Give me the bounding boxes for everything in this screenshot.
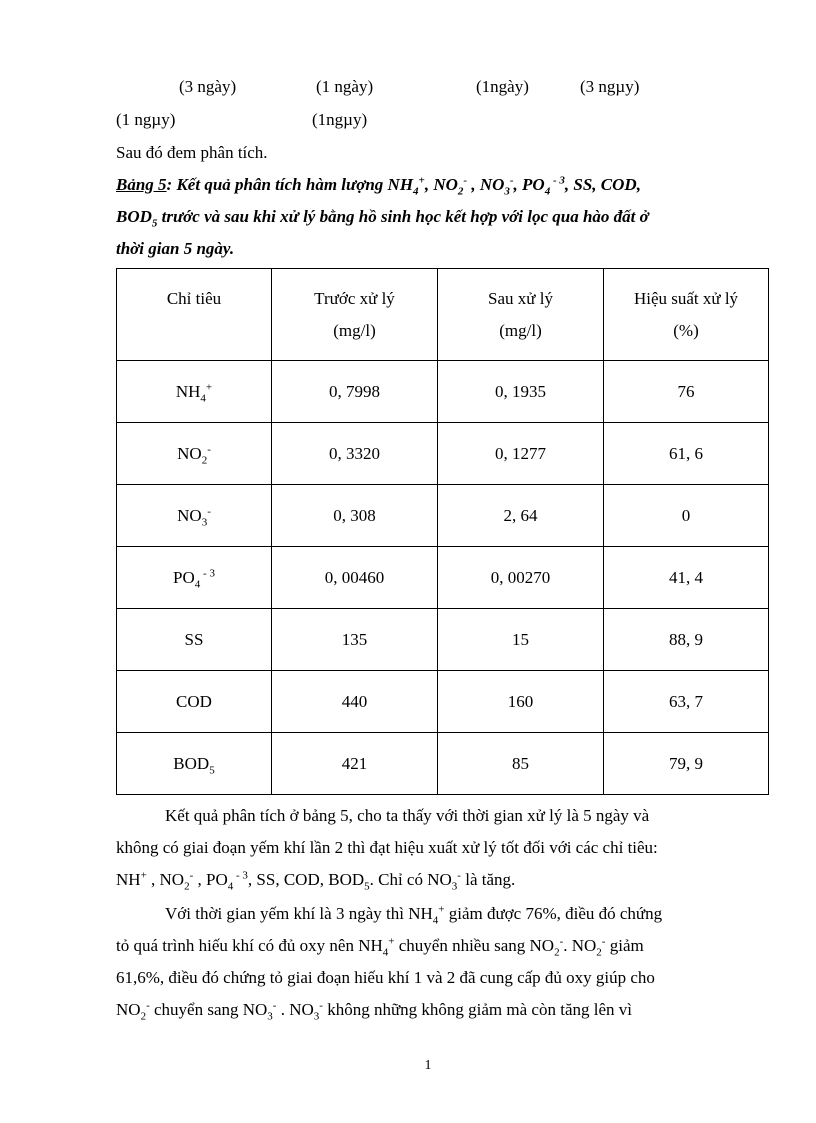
indicator-cell: $NH_4^+$ bbox=[117, 361, 272, 423]
header-after: Sau xử lý (mg/l) bbox=[438, 269, 604, 361]
indicator-cell: $NO_3^-$ bbox=[117, 485, 272, 547]
paragraph-1-line-2: không có giai đoạn yếm khí lần 2 thì đạt hiệu xuất xử lý tốt đối với các chỉ tiêu: bbox=[116, 838, 658, 857]
table-row bbox=[117, 671, 769, 733]
table-caption-label: Bảng 5 bbox=[116, 175, 167, 194]
before-cell: 0, 7998 bbox=[272, 361, 438, 423]
para-text: chuyển nhiều sang NO bbox=[394, 936, 555, 955]
para-text: . Chỉ có NO bbox=[369, 870, 452, 889]
table-row bbox=[117, 485, 769, 547]
para-text: chuyển sang NO bbox=[149, 1000, 268, 1019]
table-row bbox=[117, 733, 769, 795]
table-row bbox=[117, 547, 769, 609]
caption-text: trước và sau khi xử lý bằng hồ sinh học kết hợp với lọc qua hào đất ở bbox=[157, 207, 649, 226]
table-row bbox=[117, 423, 769, 485]
after-cell: 85 bbox=[438, 733, 604, 795]
before-cell: 135 bbox=[272, 609, 438, 671]
efficiency-cell: 0 bbox=[604, 485, 769, 547]
table-caption-line-1: Bảng 5: Kết quả phân tích hàm lượng $NH_4^+$, $NO_2^-$ , $NO_3^-$, $PO_4$ $^{- 3}$, SS, COD, bbox=[116, 174, 641, 198]
after-cell: 0, 00270 bbox=[438, 547, 604, 609]
para-text: , NO bbox=[146, 870, 185, 889]
para-text: giảm được 76%, điều đó chứng bbox=[444, 904, 663, 923]
duration-label-3: (1ngày) bbox=[476, 77, 529, 96]
efficiency-cell: 63, 7 bbox=[604, 671, 769, 733]
paragraph-2-line-1: Với thời gian yếm khí là 3 ngày thì $NH_4^+$ giảm được 76%, điều đó chứng bbox=[165, 903, 663, 927]
page-number: 1 bbox=[424, 1058, 432, 1073]
after-cell: 15 bbox=[438, 609, 604, 671]
before-cell: 0, 00460 bbox=[272, 547, 438, 609]
duration-label-6: (1ngµy) bbox=[312, 110, 368, 129]
para-text: NO bbox=[116, 1000, 141, 1019]
duration-label-5: (1 ngµy) bbox=[116, 110, 176, 129]
paragraph-2-line-4: $NO_2^-$ chuyển sang $NO_3^-$ . $NO_3^-$ không những không giảm mà còn tăng lên vì bbox=[116, 999, 632, 1023]
indicator-cell: COD bbox=[117, 671, 272, 733]
caption-text: : Kết quả phân tích hàm lượng NH bbox=[166, 175, 414, 194]
para-text: giảm bbox=[605, 936, 644, 955]
paragraph-2-line-2: tỏ quá trình hiếu khí có đủ oxy nên $NH_4^+$ chuyển nhiều sang $NO_2^-$. $NO_2^-$ giảm bbox=[116, 935, 644, 959]
indicator-cell: $NO_2^-$ bbox=[117, 423, 272, 485]
caption-text: , NO bbox=[424, 175, 458, 194]
paragraph-1-line-1: Kết quả phân tích ở bảng 5, cho ta thấy với thời gian xử lý là 5 ngày và bbox=[165, 806, 650, 825]
before-cell: 0, 3320 bbox=[272, 423, 438, 485]
paragraph-1-line-3: NH+ , $NO_2^-$ , $PO_4$ $^{- 3}$, SS, COD, $BOD_5$. Chỉ có $NO_3^-$ là tăng. bbox=[116, 869, 516, 893]
indicator-cell: $PO_4$ $^{- 3}$ bbox=[117, 547, 272, 609]
indicator-cell: SS bbox=[117, 609, 272, 671]
after-cell: 0, 1277 bbox=[438, 423, 604, 485]
table-caption-line-2: $BOD_5$ trước và sau khi xử lý bằng hồ sinh học kết hợp với lọc qua hào đất ở bbox=[116, 207, 649, 230]
para-text: NH bbox=[116, 870, 141, 889]
efficiency-cell: 76 bbox=[604, 361, 769, 423]
after-cell: 160 bbox=[438, 671, 604, 733]
para-text: . NO bbox=[563, 936, 597, 955]
header-indicator: Chỉ tiêu bbox=[117, 269, 272, 361]
para-text: . NO bbox=[276, 1000, 314, 1019]
efficiency-cell: 41, 4 bbox=[604, 547, 769, 609]
paragraph-2-line-3: 61,6%, điều đó chứng tỏ giai đoạn hiếu khí 1 và 2 đã cung cấp đủ oxy giúp cho bbox=[116, 968, 655, 987]
table-row bbox=[117, 609, 769, 671]
analysis-note: Sau đó đem phân tích. bbox=[116, 143, 268, 162]
para-text: là tăng. bbox=[460, 870, 516, 889]
before-cell: 440 bbox=[272, 671, 438, 733]
para-text: tỏ quá trình hiếu khí có đủ oxy nên NH bbox=[116, 936, 383, 955]
efficiency-cell: 61, 6 bbox=[604, 423, 769, 485]
after-cell: 2, 64 bbox=[438, 485, 604, 547]
caption-text: BOD bbox=[116, 207, 152, 226]
results-table bbox=[116, 268, 769, 795]
table-row bbox=[117, 361, 769, 423]
table-caption-line-3: thời gian 5 ngày. bbox=[116, 239, 235, 258]
after-cell: 0, 1935 bbox=[438, 361, 604, 423]
para-text: , SS, COD, BOD bbox=[247, 870, 365, 889]
caption-text: , PO bbox=[513, 175, 545, 194]
header-efficiency: Hiệu suất xử lý (%) bbox=[604, 269, 769, 361]
para-text: , PO bbox=[193, 870, 228, 889]
before-cell: 421 bbox=[272, 733, 438, 795]
duration-label-4: (3 ngµy) bbox=[580, 77, 640, 96]
para-text: Với thời gian yếm khí là 3 ngày thì NH bbox=[165, 904, 433, 923]
duration-label-2: (1 ngày) bbox=[316, 77, 374, 96]
para-text: không những không giảm mà còn tăng lên vì bbox=[322, 1000, 632, 1019]
table-header-row bbox=[117, 269, 769, 361]
efficiency-cell: 79, 9 bbox=[604, 733, 769, 795]
indicator-cell: $BOD_5$ bbox=[117, 733, 272, 795]
caption-text: , NO bbox=[467, 175, 505, 194]
header-before: Trước xử lý (mg/l) bbox=[272, 269, 438, 361]
caption-text: , SS, COD, bbox=[564, 175, 641, 194]
efficiency-cell: 88, 9 bbox=[604, 609, 769, 671]
before-cell: 0, 308 bbox=[272, 485, 438, 547]
duration-label-1: (3 ngày) bbox=[179, 77, 237, 96]
